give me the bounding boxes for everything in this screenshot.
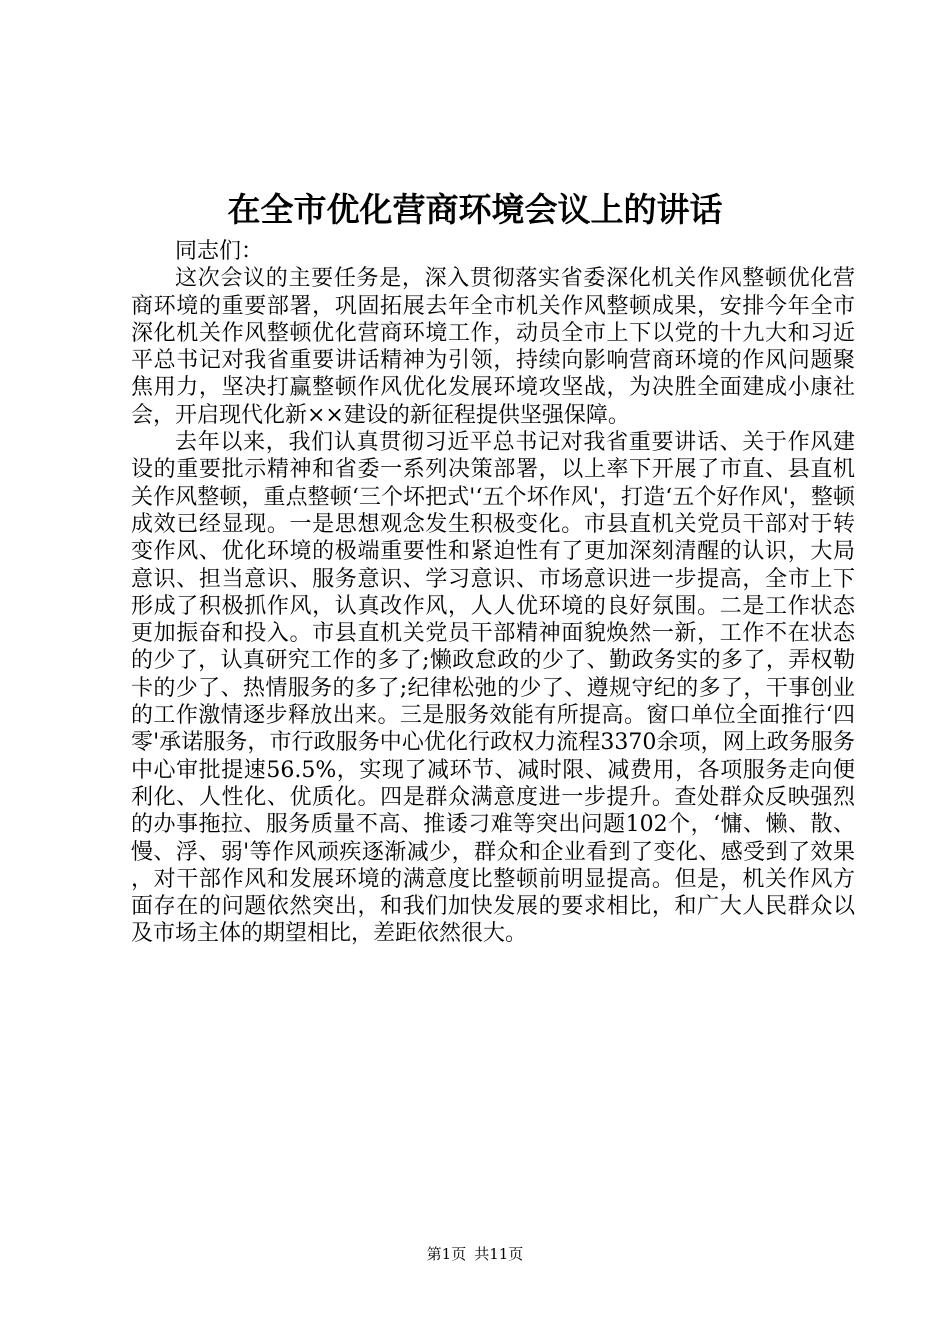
- document-body: [131, 238, 855, 948]
- document-title: 在全市优化营商环境会议上的讲话: [227, 190, 723, 229]
- page-total: 共11页: [474, 1245, 524, 1263]
- salutation: 同志们：: [175, 239, 264, 264]
- page-footer: [0, 1244, 950, 1264]
- page-number: 第1页: [426, 1245, 467, 1263]
- paragraph: 去年以来，我们认真贯彻习近平总书记对我省重要讲话、关于作风建设的重要批示精神和省委一系列决策部署，以上率下开展了市直、县直机关作风整顿，重点整顿‘三个坏把式'‘五个坏作风'，打造‘五个好作风'，整顿成效已经显现。一是思想观念发生积极变化。市县直机关党员干部对于转变作风、优化环境的极端重要性和紧迫性有了更加深刻清醒的认识，大局意识、担当意识、服务意识、学习意识、市场意识进一步提高，全市上下形成了积极抓作风，认真改作风，人人优环境的良好氛围。二是工作状态更加振奋和投入。市县直机关党员干部精神面貌焕然一新，工作不在状态的少了，认真研究工作的多了;懒政怠政的少了、勤政务实的多了，弄权勒卡的少了、热情服务的多了;纪律松弛的少了、遵规守纪的多了，干事创业的工作激情逐步释放出来。三是服务效能有所提高。窗口单位全面推行‘四零'承诺服务，市行政服务中心优化行政权力流程3370余项，网上政务服务中心审批提速56.5%，实现了减环节、减时限、减费用，各项服务走向便利化、人性化、优质化。四是群众满意度进一步提升。查处群众反映强烈的办事拖拉、服务质量不高、推诿刁难等突出问题102个，‘慵、懒、散、慢、浮、弱'等作风顽疾逐渐减少，群众和企业看到了变化、感受到了效果，对干部作风和发展环境的满意度比整顿前明显提高。但是，机关作风方面存在的问题依然突出，和我们加快发展的要求相比，和广大人民群众以及市场主体的期望相比，差距依然很大。: [131, 430, 855, 947]
- paragraph: 这次会议的主要任务是，深入贯彻落实省委深化机关作风整顿优化营商环境的重要部署，巩固拓展去年全市机关作风整顿成果，安排今年全市深化机关作风整顿优化营商环境工作，动员全市上下以党的十九大和习近平总书记对我省重要讲话精神为引领，持续向影响营商环境的作风问题聚焦用力，坚决打赢整顿作风优化发展环境攻坚战，为决胜全面建成小康社会，开启现代化新××建设的新征程提供坚强保障。: [131, 266, 855, 428]
